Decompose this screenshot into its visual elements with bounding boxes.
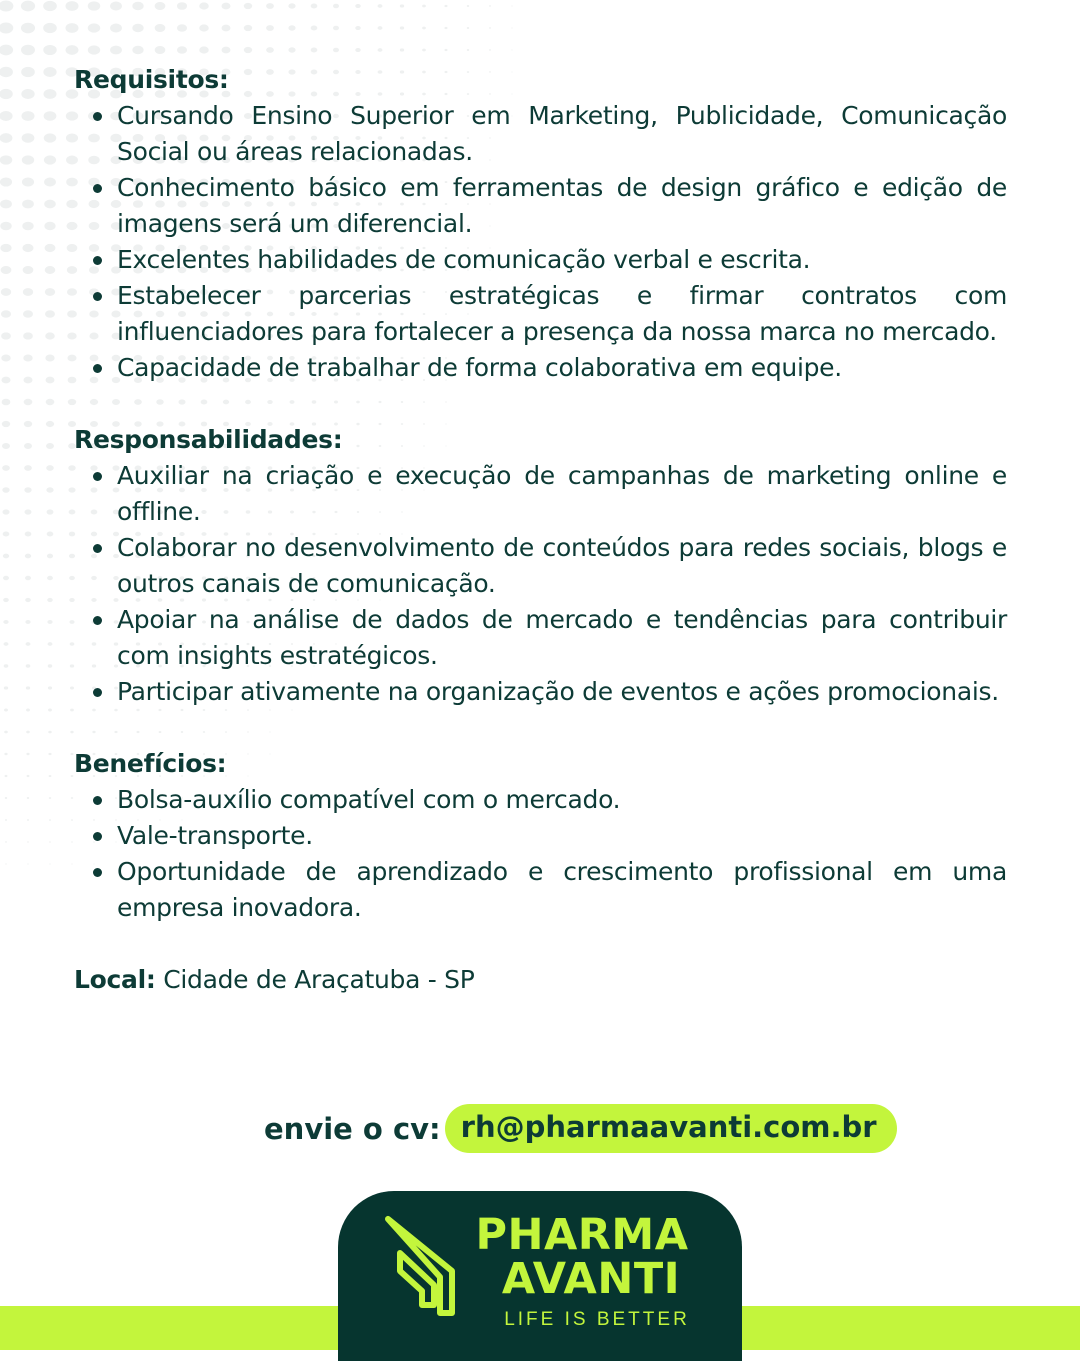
logo-line-avanti: AVANTI <box>501 1254 681 1304</box>
background-dot <box>244 25 252 31</box>
background-dot <box>47 554 53 559</box>
background-dot <box>5 819 7 821</box>
background-dot <box>22 222 33 231</box>
background-dot <box>45 288 55 296</box>
background-dot <box>288 3 295 8</box>
background-dot <box>378 4 383 8</box>
list-item: Colaborar no desenvolvimento de conteúdos para redes sociais, blogs e outros canais de comunicação. <box>117 530 1007 602</box>
background-dot <box>71 819 73 821</box>
background-dot <box>400 48 404 51</box>
background-dot <box>4 709 8 712</box>
background-dot <box>45 310 55 317</box>
benefits-section <box>74 746 1007 926</box>
background-dot <box>48 686 52 689</box>
requirements-list <box>74 98 1007 386</box>
background-dot <box>444 27 447 29</box>
background-dot <box>43 45 56 55</box>
background-dot <box>422 5 426 8</box>
logo-tagline: LIFE IS BETTER <box>504 1309 690 1330</box>
background-dot <box>27 841 29 842</box>
background-dot <box>444 5 447 7</box>
list-item: Bolsa-auxílio compatível com o mercado. <box>117 782 1007 818</box>
background-dot <box>1 354 10 361</box>
background-dot <box>177 46 187 54</box>
benefits-title: Benefícios: <box>74 749 227 778</box>
background-dot <box>3 598 9 602</box>
requirements-title: Requisitos: <box>74 65 229 94</box>
background-dot <box>43 89 56 99</box>
background-dot <box>43 67 56 77</box>
background-dot <box>467 5 470 7</box>
background-dot <box>25 532 32 537</box>
background-dot <box>155 24 166 32</box>
background-dot <box>4 686 8 689</box>
background-dot <box>333 4 339 9</box>
background-dot <box>511 5 512 6</box>
background-dot <box>4 664 9 667</box>
background-dot <box>88 45 100 54</box>
background-dot <box>44 178 56 187</box>
requirements-section <box>74 62 1007 386</box>
background-dot <box>266 25 274 31</box>
background-dot <box>2 399 11 406</box>
background-dot <box>489 27 491 28</box>
background-dot <box>21 23 35 34</box>
background-dot <box>48 731 51 734</box>
background-dot <box>1 288 11 296</box>
background-dot <box>199 46 209 53</box>
background-dot <box>0 200 12 209</box>
list-item: Participar ativamente na organização de eventos e ações promocionais. <box>117 674 1007 710</box>
background-dot <box>25 598 31 602</box>
list-item: Oportunidade de aprendizado e crescimento profissional em uma empresa inovadora. <box>117 854 1007 926</box>
background-dot <box>378 48 383 52</box>
background-dot <box>333 26 339 31</box>
location-value: Cidade de Araçatuba - SP <box>163 965 475 994</box>
background-dot <box>47 576 53 580</box>
background-dot <box>43 23 57 33</box>
background-dot <box>47 620 52 624</box>
background-dot <box>26 731 30 734</box>
responsibilities-list <box>74 458 1007 710</box>
background-dot <box>489 49 491 50</box>
background-dot <box>45 332 55 339</box>
background-dot <box>46 399 55 405</box>
background-dot <box>3 554 9 559</box>
list-item: Capacidade de trabalhar de forma colaborativa em equipe. <box>117 350 1007 386</box>
background-dot <box>444 49 447 51</box>
background-dot <box>44 222 55 230</box>
list-item: Conhecimento básico em ferramentas de design gráfico e edição de imagens será um diferencial. <box>117 170 1007 242</box>
background-dot <box>0 177 12 186</box>
background-dot <box>26 753 29 755</box>
background-dot <box>27 863 28 864</box>
background-dot <box>26 642 31 646</box>
background-dot <box>244 3 252 9</box>
background-dot <box>23 266 34 274</box>
background-dot <box>199 24 209 31</box>
responsibilities-title: Responsabilidades: <box>74 425 343 454</box>
background-dot <box>0 23 13 34</box>
background-dot <box>45 355 54 362</box>
background-dot <box>48 664 53 667</box>
background-dot <box>311 48 318 53</box>
background-dot <box>65 1 78 11</box>
background-dot <box>71 863 72 864</box>
background-dot <box>222 3 231 10</box>
background-dot <box>44 200 56 209</box>
send-cv-label: envie o cv: <box>264 1111 441 1146</box>
send-cv-row <box>264 1104 897 1153</box>
background-dot <box>71 775 74 777</box>
benefits-list <box>74 782 1007 926</box>
background-dot <box>467 27 470 29</box>
background-dot <box>2 487 9 493</box>
background-dot <box>46 487 53 492</box>
background-dot <box>2 421 10 427</box>
background-dot <box>110 24 122 33</box>
background-dot <box>5 863 7 864</box>
background-dot <box>25 554 31 559</box>
background-dot <box>3 620 8 624</box>
background-dot <box>0 0 13 11</box>
background-dot <box>66 45 79 55</box>
responsibilities-section <box>74 422 1007 710</box>
background-dot <box>0 111 13 121</box>
background-dot <box>132 46 143 54</box>
location-line <box>74 962 1007 998</box>
job-description <box>74 62 1007 998</box>
background-dot <box>311 26 318 31</box>
background-dot <box>44 111 57 121</box>
background-dot <box>44 155 56 164</box>
background-dot <box>49 797 51 799</box>
background-dot <box>0 45 13 56</box>
background-dot <box>26 664 31 667</box>
background-dot <box>177 2 187 10</box>
background-dot <box>22 200 34 209</box>
list-item: Apoiar na análise de dados de mercado e tendências para contribuir com insights estratégicos. <box>117 602 1007 674</box>
background-dot <box>3 532 10 537</box>
email-link[interactable]: rh@pharmaavanti.com.br <box>445 1104 897 1153</box>
background-dot <box>71 797 73 799</box>
background-dot <box>49 775 52 777</box>
background-dot <box>288 47 295 52</box>
background-dot <box>44 133 56 142</box>
background-dot <box>132 2 143 10</box>
background-dot <box>2 509 9 514</box>
background-dot <box>47 509 54 514</box>
background-dot <box>47 532 54 537</box>
background-dot <box>46 465 54 471</box>
background-dot <box>47 598 53 602</box>
background-dot <box>0 67 13 77</box>
background-dot <box>422 27 426 30</box>
background-dot <box>49 819 51 821</box>
list-item: Cursando Ensino Superior em Marketing, Publicidade, Comunicação Social ou áreas relacionadas. <box>117 98 1007 170</box>
background-dot <box>45 244 56 252</box>
background-dot <box>22 155 34 164</box>
background-dot <box>5 797 8 799</box>
background-dot <box>48 709 52 712</box>
background-dot <box>65 23 78 33</box>
background-dot <box>0 155 12 164</box>
background-dot <box>311 4 318 9</box>
background-dot <box>1 310 11 318</box>
background-dot <box>467 49 470 51</box>
background-dot <box>0 222 11 231</box>
background-dot <box>3 576 9 580</box>
background-dot <box>23 310 33 318</box>
background-dot <box>88 1 100 10</box>
background-dot <box>22 133 35 143</box>
background-dot <box>1 377 10 384</box>
logo-line-pharma: PHARMA <box>475 1210 689 1260</box>
background-dot <box>45 266 56 274</box>
background-dot <box>1 332 11 339</box>
background-dot <box>71 841 73 842</box>
background-dot <box>24 465 32 471</box>
brand-logo <box>338 1191 742 1361</box>
list-item: Excelentes habilidades de comunicação verbal e escrita. <box>117 242 1007 278</box>
background-dot <box>21 1 35 12</box>
background-dot <box>24 487 31 492</box>
background-dot <box>489 5 491 6</box>
background-dot <box>48 642 53 646</box>
background-dot <box>177 24 187 32</box>
background-dot <box>48 753 51 755</box>
background-dot <box>25 620 30 624</box>
background-dot <box>222 47 231 54</box>
background-dot <box>21 67 35 77</box>
background-dot <box>0 244 11 252</box>
background-dot <box>23 354 32 361</box>
background-dot <box>23 332 33 339</box>
background-dot <box>132 24 143 32</box>
background-dot <box>1 266 12 274</box>
background-dot <box>355 48 360 52</box>
background-dot <box>22 177 34 186</box>
background-dot <box>46 377 55 384</box>
background-dot <box>23 288 33 296</box>
background-dot <box>400 4 404 7</box>
background-dot <box>355 4 360 8</box>
background-dot <box>155 46 166 54</box>
background-dot <box>266 3 274 9</box>
background-dot <box>24 443 32 449</box>
background-dot <box>400 26 404 29</box>
background-dot <box>24 421 32 427</box>
background-dot <box>0 133 12 143</box>
background-dot <box>155 2 166 10</box>
background-dot <box>24 399 33 406</box>
background-dot <box>422 49 426 52</box>
background-dot <box>25 509 32 514</box>
background-dot <box>110 46 122 55</box>
logo-wordmark <box>462 1210 702 1331</box>
list-item: Estabelecer parcerias estratégicas e firmar contratos com influenciadores para fortalecer a presença da nossa marca no mercado. <box>117 278 1007 350</box>
list-item: Auxiliar na criação e execução de campanhas de marketing online e offline. <box>117 458 1007 530</box>
background-dot <box>25 576 31 580</box>
background-dot <box>4 753 7 755</box>
background-dot <box>21 45 35 55</box>
background-dot <box>0 89 13 99</box>
wing-icon <box>384 1213 464 1323</box>
background-dot <box>2 443 10 449</box>
background-dot <box>26 686 30 689</box>
background-dot <box>288 25 295 30</box>
background-dot <box>27 775 30 777</box>
background-dot <box>5 775 8 777</box>
background-dot <box>378 26 383 30</box>
background-dot <box>43 1 57 11</box>
background-dot <box>46 421 54 427</box>
background-dot <box>21 89 34 99</box>
background-dot <box>49 863 50 864</box>
background-dot <box>222 25 231 32</box>
background-dot <box>46 443 54 449</box>
background-dot <box>333 48 339 53</box>
background-dot <box>26 709 30 712</box>
background-dot <box>21 111 34 121</box>
background-dot <box>22 244 33 252</box>
background-dot <box>199 2 209 9</box>
background-dot <box>4 642 9 646</box>
background-dot <box>27 797 30 799</box>
background-dot <box>266 47 274 53</box>
background-dot <box>355 26 360 30</box>
background-dot <box>5 841 7 842</box>
background-dot <box>88 23 100 32</box>
location-label: Local: <box>74 965 156 994</box>
background-dot <box>511 27 512 28</box>
background-dot <box>511 49 512 50</box>
background-dot <box>110 2 122 11</box>
background-dot <box>49 841 51 842</box>
list-item: Vale-transporte. <box>117 818 1007 854</box>
background-dot <box>244 47 252 53</box>
background-dot <box>2 465 10 471</box>
background-dot <box>4 731 8 734</box>
background-dot <box>27 819 29 821</box>
background-dot <box>23 377 32 384</box>
